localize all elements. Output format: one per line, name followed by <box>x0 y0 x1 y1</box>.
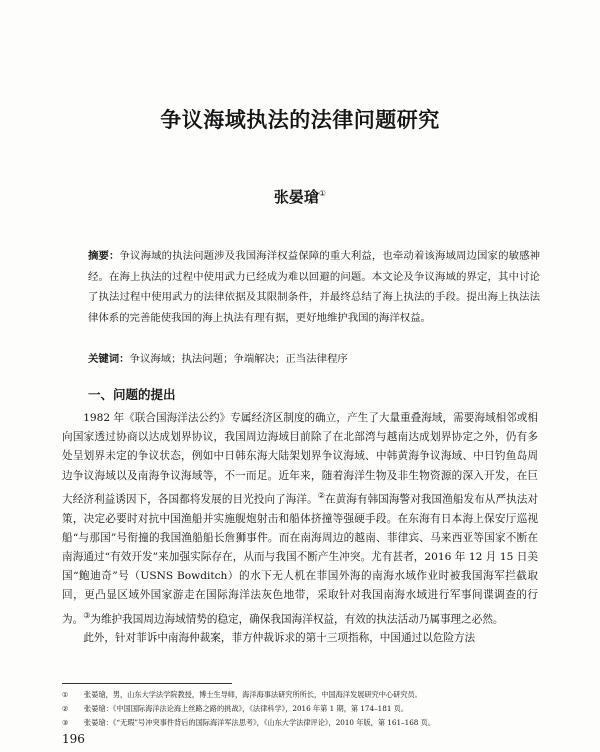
author-name: 张晏瑲 <box>273 188 319 206</box>
footnote-item <box>62 716 542 730</box>
footnote-text: 张晏瑲，男，山东大学法学院教授，博士生导师，海洋海事法研究所所长，中国海洋发展研究中心研究员。 <box>84 690 422 699</box>
footnote-item <box>62 702 542 716</box>
footnote-mark: ① <box>62 690 69 699</box>
footnote-ref-2[interactable]: ② <box>317 490 325 500</box>
body-paragraph-1: 1982 年《联合国海洋法公约》专属经济区制度的确立，产生了大量重叠海域，需要海域相邻或相向国家透过协商以达成划界协议，我国周边海域目前除了在北部湾与越南达成划界协定之外，仍有多处呈划界未定的争议状态，例如中日韩东海大陆架划界争议海域、中韩黄海争议海域、中日钓鱼岛周边争议海域以及南海争议海域等，不一而足。近年来，随着海洋生物及非生物资源的深入开发，在巨大经济利益诱因下，各国都将发展的目光投向了海洋。②在黄海有韩国海警对我国渔船发布从严执法对策，决定必要时对抗中国渔船并实施舰炮射击和船体挤撞等强硬手段。在东海有日本海上保安厅巡视船“与那国”号衔撞的我国渔船船长詹狮事件。而在南海周边的越南、菲律宾、马来西亚等国家不断在南海通过“有效开发”来加强实际存在，从而与我国不断产生冲突。尤有甚者，2016 年 12 月 15 日美国“鲍迪奇”号（USNS Bowditch）的水下无人机在菲国外海的南海水域作业时被我国海军拦截取回，更凸显区域外国家游走在国际海洋法灰色地带，采取针对我国南海水域进行军事间谍调查的行为。③为维护我国周边海域情势的稳定，确保我国海洋权益，有效的执法活动乃属事理之必然。 <box>62 412 539 626</box>
body-paragraph-2: 此外，针对菲诉中南海仲裁案，菲方仲裁诉求的第十三项指称，中国通过以危险方法 <box>83 632 476 645</box>
body-text <box>62 409 538 649</box>
abstract-label: 摘要： <box>88 250 120 262</box>
keywords-text: 争议海域；执法问题；争端解决；正当法律程序 <box>129 353 348 365</box>
footnote-mark: ③ <box>62 718 69 727</box>
keywords <box>88 350 548 365</box>
author-footnote-mark[interactable]: ① <box>318 189 327 198</box>
footnote-item <box>62 688 542 702</box>
section-heading: 一、问题的提出 <box>88 387 176 402</box>
footnote-text: 张晏瑲：《“无瑕”号冲突事件背后的国际海洋军法思考》，《山东大学法律评论》，2010 年版，第 161–168 页。 <box>84 718 436 727</box>
footnote-ref-3[interactable]: ③ <box>83 610 91 620</box>
keywords-label: 关键词： <box>88 353 130 365</box>
footnote-text: 张晏瑲：《中国国际海洋法论海上丝路之路的挑战》，《法律科学》，2016 年第 1 期，第 174–181 页。 <box>84 704 409 713</box>
footnote-divider <box>62 683 232 684</box>
footnote-mark: ② <box>62 704 69 713</box>
footnotes <box>62 688 542 730</box>
abstract <box>88 246 540 328</box>
author-line <box>0 186 600 207</box>
paper-title: 争议海域执法的法律问题研究 <box>160 108 440 132</box>
abstract-text: 争议海域的执法问题涉及我国海洋权益保障的重大利益，也牵动着该海域周边国家的敏感神经。在海上执法的过程中使用武力已经成为难以回避的问题。本文论及争议海域的界定，其中讨论了执法过程中使用武力的法律依据及其限制条件，并最终总结了海上执法的手段。提出海上执法法律体系的完善能使我国的海上执法有理有据，更好地维护我国的海洋权益。 <box>88 250 540 324</box>
page-number: 196 <box>62 732 85 746</box>
